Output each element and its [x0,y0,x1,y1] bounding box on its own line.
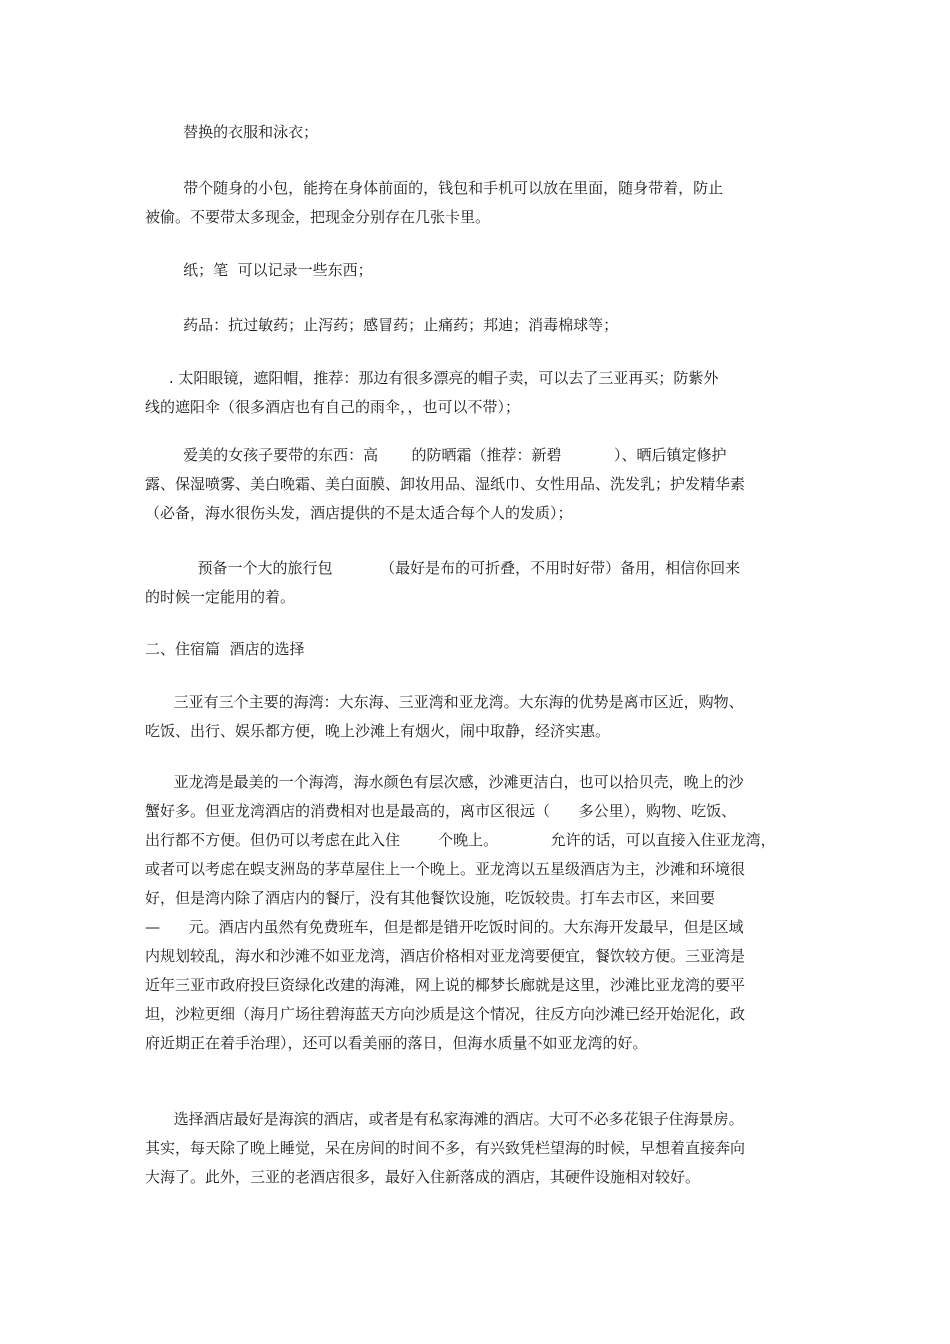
text-line: 或者可以考虑在蜈支洲岛的茅草屋住上一个晚上。亚龙湾以五星级酒店为主，沙滩和环境很 [145,860,746,878]
paragraph-hotel-choice [145,1105,810,1192]
section-heading-accommodation [145,635,810,664]
paragraph-paper-pen [145,256,810,285]
text-line: 府近期正在着手治理），还可以看美丽的落日，但海水质量不如亚龙湾的好。 [145,1034,648,1052]
text-line: 内规划较乱，海水和沙滩不如亚龙湾，酒店价格相对亚龙湾要便宜，餐饮较方便。三亚湾是 [145,947,746,965]
text-line: 纸；笔 可以记录一些东西； [145,261,373,279]
text-line: 药品：抗过敏药；止泻药；感冒药；止痛药；邦迪；消毒棉球等； [145,316,619,334]
text-line: 预备一个大的旅行包 （最好是布的可折叠，不用时好带）备用，相信你回来 [145,559,741,577]
paragraph-three-bays [145,688,810,746]
text-line: 出行都不方便。但仍可以考虑在此入住 个晚上。 允许的话，可以直接入住亚龙湾， [145,831,776,849]
text-line: 蟹好多。但亚龙湾酒店的消费相对也是最高的，离市区很远（ 多公里），购物、吃饭、 [145,802,737,820]
text-line: 露、保湿喷雾、美白晚霜、美白面膜、卸妆用品、湿纸巾、女性用品、洗发乳；护发精华素 [145,475,746,493]
text-line: 其实，每天除了晚上睡觉，呆在房间的时间不多，有兴致凭栏望海的时候，早想着直接奔向 [145,1139,746,1157]
paragraph-small-bag [145,174,810,232]
paragraph-medicine [145,311,810,340]
text-line: 好，但是湾内除了酒店内的餐厅，没有其他餐饮设施，吃饭较贵。打车去市区，来回要 [145,889,716,907]
text-line: 线的遮阳伞（很多酒店也有自己的雨伞，，也可以不带）； [145,398,521,416]
text-line: . 太阳眼镜，遮阳帽，推荐：那边有很多漂亮的帽子卖，可以去了三亚再买；防紫外 [145,369,719,387]
paragraph-sunglasses [145,364,810,422]
text-line: 替换的衣服和泳衣； [145,123,319,141]
text-line: 的时候一定能用的着。 [145,588,296,606]
paragraph-travel-bag [145,554,810,612]
paragraph-beauty-items [145,441,810,528]
text-line: 吃饭、出行、娱乐都方便，晚上沙滩上有烟火，闹中取静，经济实惠。 [145,722,611,740]
text-line: （必备，海水很伤头发，酒店提供的不是太适合每个人的发质）； [145,504,573,522]
text-line: 选择酒店最好是海滨的酒店，或者是有私家海滩的酒店。大可不必多花银子住海景房。 [145,1110,744,1128]
text-line: 亚龙湾是最美的一个海湾，海水颜色有层次感，沙滩更洁白，也可以拾贝壳，晚上的沙 [145,773,744,791]
paragraph-swimwear [145,118,810,147]
text-line: 坦，沙粒更细（海月广场往碧海蓝天方向沙质是这个情况，往反方向沙滩已经开始泥化，政 [145,1005,746,1023]
text-line: 带个随身的小包，能挎在身体前面的，钱包和手机可以放在里面，随身带着，防止 [145,179,724,197]
text-line: 三亚有三个主要的海湾：大东海、三亚湾和亚龙湾。大东海的优势是离市区近，购物、 [145,693,744,711]
text-line: 大海了。此外，三亚的老酒店很多，最好入住新落成的酒店，其硬件设施相对较好。 [145,1168,701,1186]
paragraph-yalong-bay [145,768,810,1058]
text-line: 爱美的女孩子要带的东西：高 的防晒霜（推荐：新碧 ）、晒后镇定修护 [145,446,727,464]
heading-line: 二、住宿篇 酒店的选择 [145,640,305,658]
text-line: — 元。酒店内虽然有免费班车，但是都是错开吃饭时间的。大东海开发最早，但是区域 [145,918,744,936]
text-line: 被偷。不要带太多现金，把现金分别存在几张卡里。 [145,208,491,226]
text-line: 近年三亚市政府投巨资绿化改建的海滩，网上说的椰梦长廊就是这里，沙滩比亚龙湾的要平 [145,976,746,994]
